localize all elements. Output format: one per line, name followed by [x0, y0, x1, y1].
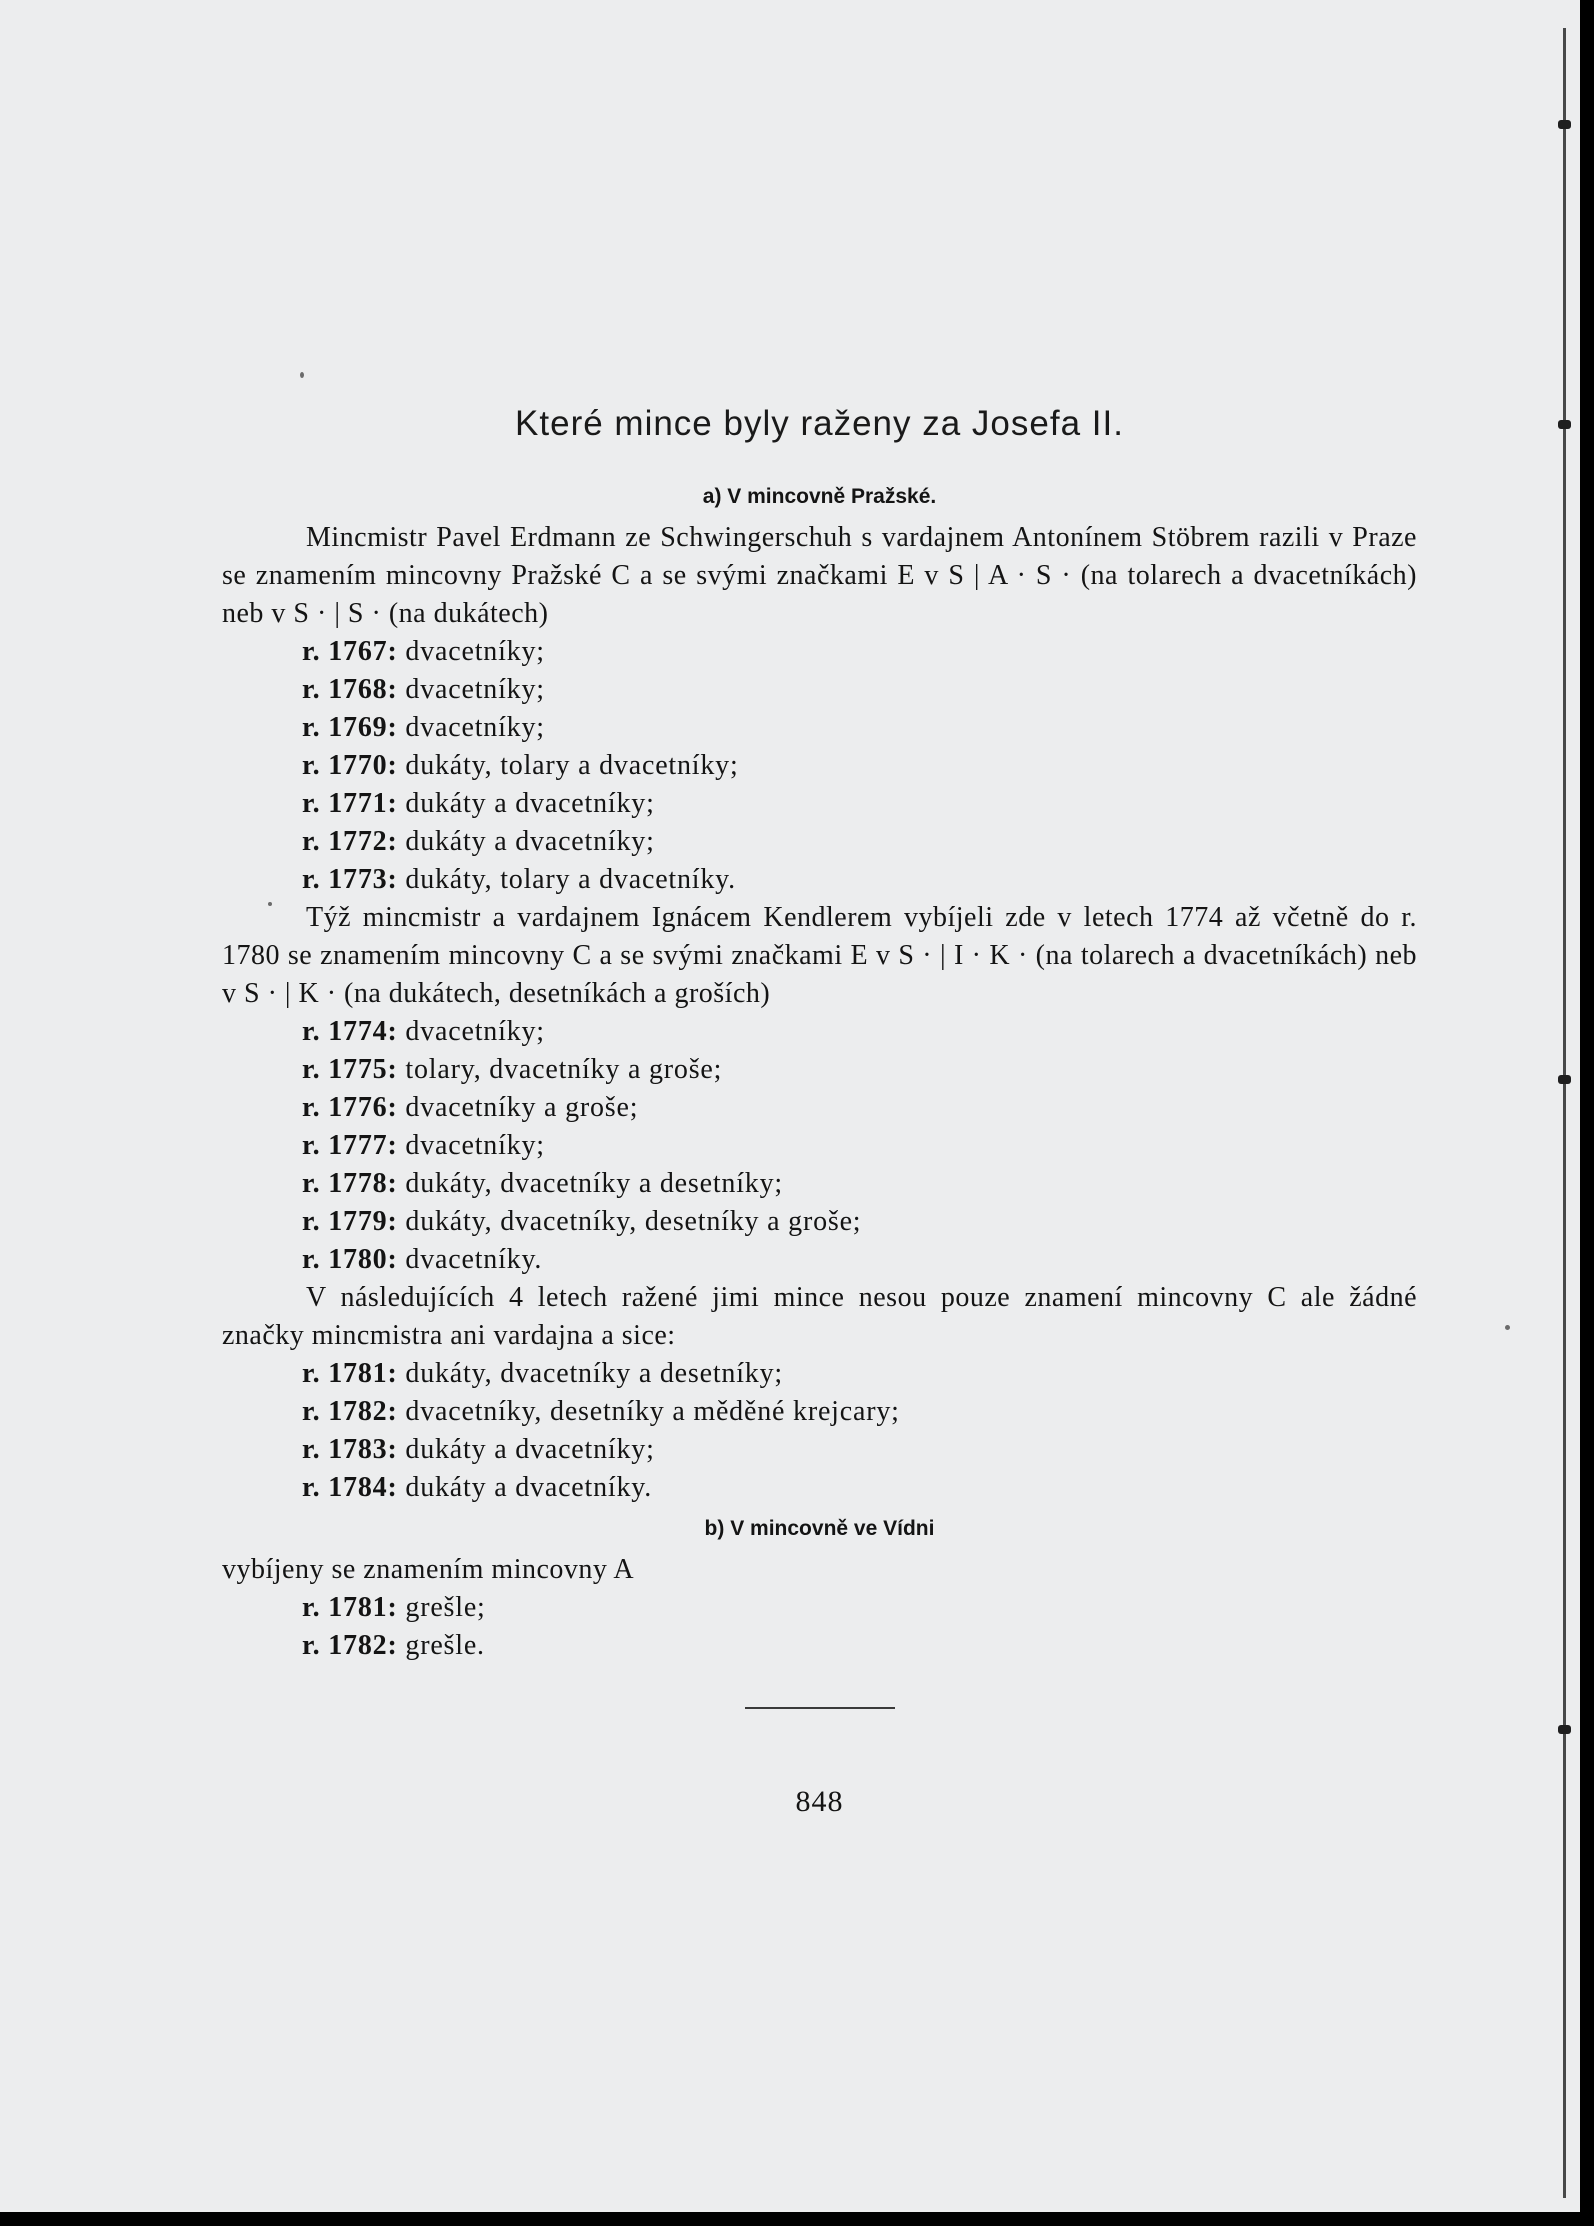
coin-types: dvacetníky; [405, 674, 545, 705]
list-item [302, 1241, 1417, 1279]
section-a-intro: Mincmistr Pavel Erdmann ze Schwingerschuh s vardajnem Antonínem Stöbrem razili v Praze se znamením mincovny Pražské C a se svými značkami E v S | A · S · (na tolarech a dvacetníkách) neb v S · | S · (na dukátech) [222, 522, 1417, 629]
page-title: Které mince byly raženy za Josefa II. [515, 404, 1124, 443]
year-label: r. 1782: [302, 1396, 398, 1427]
coin-types: dvacetníky, desetníky a měděné krejcary; [405, 1396, 900, 1427]
year-label: r. 1776: [302, 1092, 398, 1123]
year-list-1767-1773 [222, 633, 1417, 899]
coin-types: dukáty, dvacetníky a desetníky; [405, 1358, 783, 1389]
coin-types: dvacetníky. [405, 1244, 543, 1275]
year-label: r. 1773: [302, 864, 398, 895]
list-item [302, 1393, 1417, 1431]
coin-types: tolary, dvacetníky a groše; [405, 1054, 723, 1085]
list-item [302, 671, 1417, 709]
list-item [302, 861, 1417, 899]
year-label: r. 1779: [302, 1206, 398, 1237]
coin-types: dukáty a dvacetníky. [405, 1472, 653, 1503]
year-label: r. 1781: [302, 1592, 398, 1623]
coin-types: dukáty a dvacetníky; [405, 788, 655, 819]
year-label: r. 1769: [302, 712, 398, 743]
section-a-paragraph-2: Týž mincmistr a vardajnem Ignácem Kendlerem vybíjeli zde v letech 1774 až včetně do r. 1780 se znamením mincovny C a se svými značkami E v S · | I · K · (na tolarech a dvacetníkách) neb v S · | K · (na dukátech, desetníkách a groších) [222, 902, 1417, 1009]
scan-speck [1505, 1325, 1510, 1330]
scan-speck [268, 902, 272, 906]
section-a-paragraph-3: V následujících 4 letech ražené jimi mince nesou pouze znamení mincovny C ale žádné značky mincmistra ani vardajna a sice: [222, 1282, 1417, 1351]
year-list-1774-1780 [222, 1013, 1417, 1279]
scan-edge-mark [1558, 1075, 1571, 1084]
year-label: r. 1774: [302, 1016, 398, 1047]
list-item [302, 1355, 1417, 1393]
list-item [302, 633, 1417, 671]
list-item [302, 747, 1417, 785]
closing-rule [745, 1707, 895, 1709]
year-label: r. 1784: [302, 1472, 398, 1503]
year-list-vienna [222, 1589, 1417, 1665]
coin-types: grešle. [405, 1630, 485, 1661]
list-item [302, 1089, 1417, 1127]
list-item [302, 1127, 1417, 1165]
section-a-heading: a) V mincovně Pražské. [702, 485, 937, 508]
coin-types: dukáty a dvacetníky; [405, 826, 655, 857]
year-label: r. 1780: [302, 1244, 398, 1275]
coin-types: dukáty, tolary a dvacetníky; [405, 750, 739, 781]
year-label: r. 1768: [302, 674, 398, 705]
year-label: r. 1775: [302, 1054, 398, 1085]
list-item [302, 1051, 1417, 1089]
list-item [302, 1469, 1417, 1507]
year-label: r. 1777: [302, 1130, 398, 1161]
scan-speck [300, 372, 304, 378]
coin-types: dvacetníky; [405, 712, 545, 743]
list-item [302, 709, 1417, 747]
coin-types: dvacetníky; [405, 1130, 545, 1161]
list-item [302, 1589, 1417, 1627]
coin-types: grešle; [405, 1592, 486, 1623]
year-label: r. 1770: [302, 750, 398, 781]
list-item [302, 823, 1417, 861]
coin-types: dukáty, tolary a dvacetníky. [405, 864, 736, 895]
list-item [302, 785, 1417, 823]
coin-types: dvacetníky a groše; [405, 1092, 639, 1123]
section-b-heading: b) V mincovně ve Vídni [704, 1517, 935, 1540]
year-list-1781-1784 [222, 1355, 1417, 1507]
scan-edge-mark [1558, 1725, 1571, 1734]
page-content [222, 405, 1417, 1821]
list-item [302, 1203, 1417, 1241]
year-label: r. 1783: [302, 1434, 398, 1465]
coin-types: dvacetníky; [405, 636, 545, 667]
list-item [302, 1013, 1417, 1051]
year-label: r. 1771: [302, 788, 398, 819]
scan-edge-mark [1558, 420, 1571, 429]
year-label: r. 1772: [302, 826, 398, 857]
year-label: r. 1782: [302, 1630, 398, 1661]
scan-edge-mark [1558, 120, 1571, 129]
section-b-intro: vybíjeny se znamením mincovny A [222, 1554, 635, 1585]
coin-types: dvacetníky; [405, 1016, 545, 1047]
page-number: 848 [795, 1785, 844, 1818]
year-label: r. 1767: [302, 636, 398, 667]
coin-types: dukáty, dvacetníky, desetníky a groše; [405, 1206, 862, 1237]
scan-edge-line [1563, 28, 1566, 2198]
year-label: r. 1781: [302, 1358, 398, 1389]
coin-types: dukáty a dvacetníky; [405, 1434, 655, 1465]
list-item [302, 1431, 1417, 1469]
year-label: r. 1778: [302, 1168, 398, 1199]
list-item [302, 1627, 1417, 1665]
list-item [302, 1165, 1417, 1203]
coin-types: dukáty, dvacetníky a desetníky; [405, 1168, 783, 1199]
